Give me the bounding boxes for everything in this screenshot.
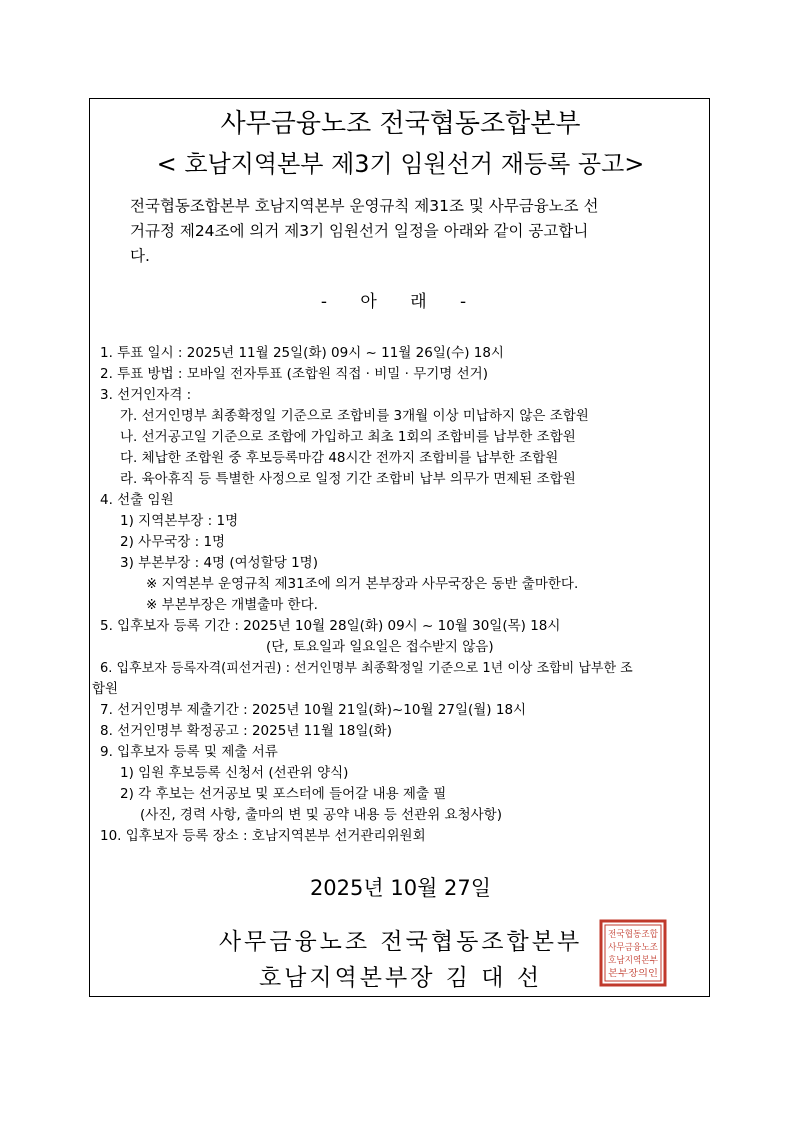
list-item: 2) 각 후보는 선거공보 및 포스터에 들어갈 내용 제출 필 [120,786,447,802]
section-heading: - 아 래 - [320,292,481,312]
seal-lettering: 본부장의인 [608,969,652,979]
list-item: 2. 투표 방법 : 모바일 전자투표 (조합원 직접 · 비밀 · 무기명 선거) [100,366,488,382]
signature-org: 사무금융노조 전국협동조합본부 [218,929,583,955]
notice-date: 2025년 10월 27일 [309,876,492,900]
list-item: 나. 선거공고일 기준으로 조합에 가입하고 최초 1회의 조합비를 납부한 조합원 [120,429,576,445]
list-item: 9. 입후보자 등록 및 제출 서류 [100,744,278,760]
list-item: ※ 부본부장은 개별출마 한다. [146,597,318,613]
official-seal-stamp [599,919,667,987]
intro-line-3: 다. [130,247,150,265]
list-item: (단, 토요일과 일요일은 접수받지 않음) [266,639,494,655]
page-title: 사무금융노조 전국협동조합본부 [220,109,581,139]
list-item: 1) 지역본부장 : 1명 [120,513,239,529]
list-item: 8. 선거인명부 확정공고 : 2025년 11월 18일(화) [100,723,392,739]
list-item: ※ 지역본부 운영규칙 제31조에 의거 본부장과 사무국장은 동반 출마한다. [146,576,579,592]
list-item: 7. 선거인명부 제출기간 : 2025년 10월 21일(화)~10월 27일(월) 18시 [100,702,527,718]
list-item: 5. 입후보자 등록 기간 : 2025년 10월 28일(화) 09시 ~ 10월 30일(목) 18시 [100,618,561,634]
seal-lettering: 전국협동조합 [608,930,661,940]
intro-line-1: 전국협동조합본부 호남지역본부 운영규칙 제31조 및 사무금융노조 선 [130,197,599,215]
list-item: 2) 사무국장 : 1명 [120,534,226,550]
signature-name: 호남지역본부장 김 대 선 [258,965,543,991]
list-item: 가. 선거인명부 최종확정일 기준으로 조합비를 3개월 이상 미납하지 않은 조합원 [120,408,589,424]
list-item: 10. 입후보자 등록 장소 : 호남지역본부 선거관리위원회 [100,828,426,844]
list-item: 1) 임원 후보등록 신청서 (선관위 양식) [120,765,349,781]
page-subtitle: < 호남지역본부 제3기 임원선거 재등록 공고> [156,150,645,178]
list-item: 3) 부본부장 : 4명 (여성할당 1명) [120,555,318,571]
seal-lettering: 호남지역본부 [608,956,661,966]
list-item: 6. 입후보자 등록자격(피선거권) : 선거인명부 최종확정일 기준으로 1년 이상 조합비 납부한 조 [100,661,633,676]
list-item: 합원 [92,681,119,697]
list-item: 다. 체납한 조합원 중 후보등록마감 48시간 전까지 조합비를 납부한 조합원 [120,450,559,466]
seal-lettering: 사무금융노조 [608,943,661,953]
intro-line-2: 거규정 제24조에 의거 제3기 임원선거 일정을 아래와 같이 공고합니 [130,222,589,240]
list-item: (사진, 경력 사항, 출마의 변 및 공약 내용 등 선관위 요청사항) [140,807,502,823]
list-item: 3. 선거인자격 : [100,387,192,403]
notice-document [89,98,710,997]
list-item: 라. 육아휴직 등 특별한 사정으로 일정 기간 조합비 납부 의무가 면제된 조합원 [120,471,576,487]
list-item: 4. 선출 임원 [100,492,174,508]
list-item: 1. 투표 일시 : 2025년 11월 25일(화) 09시 ~ 11월 26일(수) 18시 [100,345,504,361]
